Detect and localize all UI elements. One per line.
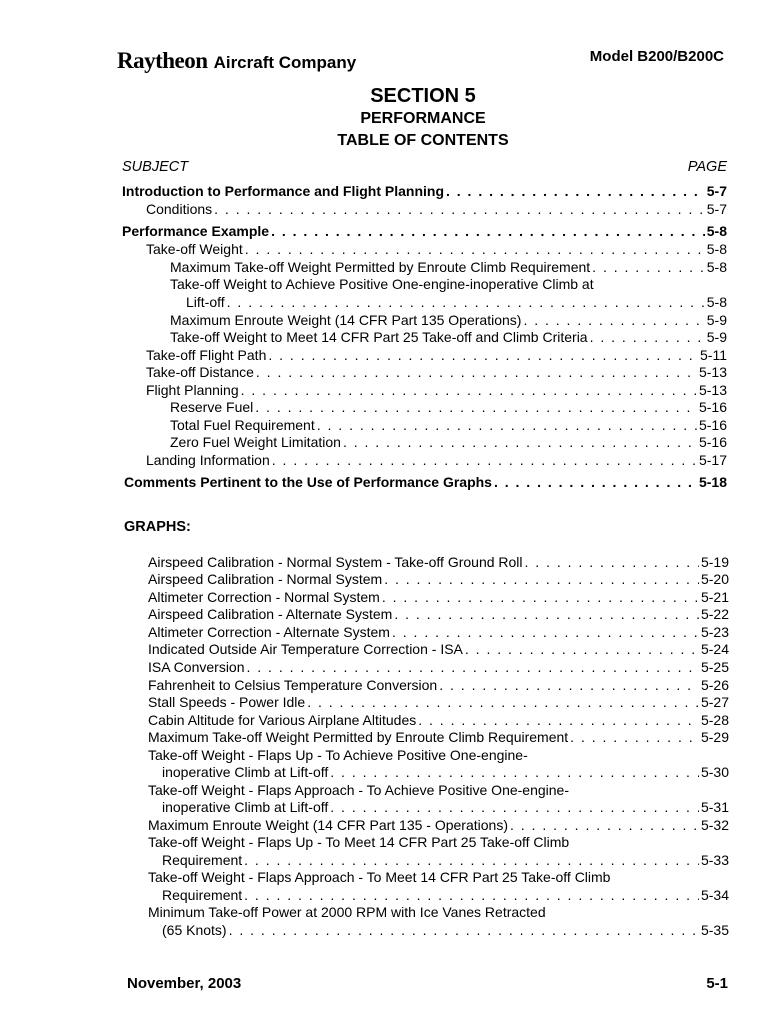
graph-label: Requirement [162, 887, 243, 903]
graph-entry[interactable] [148, 606, 729, 623]
graph-page: 5-22 [700, 606, 729, 622]
graph-page: 5-21 [700, 589, 729, 605]
graph-page: 5-24 [700, 641, 729, 657]
page-footer [127, 975, 728, 992]
graph-entry[interactable] [148, 571, 729, 588]
graph-entry[interactable] [148, 554, 729, 571]
toc-entry[interactable] [122, 223, 727, 240]
toc-page: 5-8 [706, 294, 727, 310]
toc-label: Take-off Weight to Meet 14 CFR Part 25 Take-off and Climb Criteria [170, 329, 588, 345]
dot-leader [227, 294, 705, 311]
graph-label-line: Take-off Weight - Flaps Approach - To Meet 14 CFR Part 25 Take-off Climb [148, 869, 611, 885]
toc-entry[interactable] [146, 452, 727, 469]
dot-leader [439, 677, 699, 694]
dot-leader [214, 201, 705, 218]
column-headers [122, 159, 727, 175]
dot-leader [418, 712, 699, 729]
dot-leader [392, 624, 699, 641]
toc-page: 5-16 [698, 417, 727, 433]
toc-page: 5-7 [706, 201, 727, 217]
dot-leader [330, 764, 699, 781]
dot-leader [272, 452, 697, 469]
graph-label: Altimeter Correction - Alternate System [148, 624, 390, 640]
toc-page: 5-16 [698, 399, 727, 415]
dot-leader [592, 259, 705, 276]
toc-page: 5-18 [698, 474, 727, 490]
toc-entry[interactable] [170, 417, 727, 434]
dot-leader [446, 183, 705, 200]
section-title: SECTION 5 [370, 85, 476, 107]
graph-label-line: Take-off Weight - Flaps Up - To Meet 14 CFR Part 25 Take-off Climb [148, 834, 570, 850]
dot-leader [255, 399, 697, 416]
graph-entry[interactable] [148, 589, 729, 606]
toc-page: 5-13 [698, 364, 727, 380]
graph-label: Airspeed Calibration - Normal System - Take-off Ground Roll [148, 554, 523, 570]
toc-label: Lift-off [186, 294, 225, 310]
toc-entry[interactable] [146, 201, 727, 218]
brand-logo [117, 48, 356, 74]
graph-label: Maximum Take-off Weight Permitted by Enroute Climb Requirement [148, 729, 569, 745]
toc-entry[interactable] [146, 241, 727, 258]
dot-leader [525, 554, 699, 571]
graph-entry[interactable] [148, 624, 729, 641]
toc-label: Maximum Take-off Weight Permitted by Enroute Climb Requirement [170, 259, 591, 275]
toc-entry[interactable] [170, 399, 727, 416]
graph-page: 5-33 [700, 852, 729, 868]
brand-name: Raytheon [117, 48, 208, 73]
toc-entry[interactable] [146, 364, 727, 381]
graph-page: 5-31 [700, 799, 729, 815]
dot-leader [330, 799, 699, 816]
toc-entry[interactable] [122, 183, 727, 200]
graph-entry[interactable] [148, 694, 729, 711]
graph-entry[interactable] [162, 852, 729, 869]
graph-page: 5-28 [700, 712, 729, 728]
toc-label: Take-off Flight Path [146, 347, 267, 363]
graph-page: 5-26 [700, 677, 729, 693]
dot-leader [241, 382, 697, 399]
toc-page: 5-9 [706, 329, 727, 345]
graph-page: 5-34 [700, 887, 729, 903]
title-block [0, 84, 768, 152]
toc-entry[interactable] [170, 312, 727, 329]
graph-label-line: Take-off Weight - Flaps Up - To Achieve Positive One-engine- [148, 747, 528, 763]
dot-leader [384, 571, 699, 588]
graph-label: inoperative Climb at Lift-off [162, 799, 329, 815]
dot-leader [268, 347, 698, 364]
dot-leader [245, 241, 705, 258]
graph-label: ISA Conversion [148, 659, 245, 675]
footer-page-number: 5-1 [706, 975, 728, 992]
toc-label: Maximum Enroute Weight (14 CFR Part 135 Operations) [170, 312, 522, 328]
toc-page: 5-11 [700, 347, 727, 363]
dot-leader [394, 606, 699, 623]
graph-label: Requirement [162, 852, 243, 868]
dot-leader [271, 223, 705, 240]
dot-leader [317, 417, 697, 434]
dot-leader [590, 329, 705, 346]
dot-leader [465, 641, 699, 658]
toc-label: Take-off Weight [146, 241, 243, 257]
graph-entry[interactable] [162, 799, 729, 816]
graph-page: 5-23 [700, 624, 729, 640]
page-header-label: PAGE [687, 159, 727, 175]
graph-page: 5-35 [700, 922, 729, 938]
graph-page: 5-32 [700, 817, 729, 833]
graph-page: 5-30 [700, 764, 729, 780]
graph-entry[interactable] [162, 764, 729, 781]
graph-entry[interactable] [148, 677, 729, 694]
toc-label: Landing Information [146, 452, 270, 468]
graph-label: Fahrenheit to Celsius Temperature Conversion [148, 677, 438, 693]
graph-entry[interactable] [162, 887, 729, 904]
graph-label: inoperative Climb at Lift-off [162, 764, 329, 780]
toc-label: Introduction to Performance and Flight Planning [122, 183, 444, 199]
graph-page: 5-19 [700, 554, 729, 570]
dot-leader [523, 312, 704, 329]
toc-label: Performance Example [122, 223, 270, 239]
dot-leader [247, 659, 699, 676]
graph-label: Cabin Altitude for Various Airplane Altitudes [148, 712, 417, 728]
toc-entry[interactable] [170, 329, 727, 346]
toc-page: 5-8 [706, 259, 727, 275]
toc-page: 5-8 [706, 241, 727, 257]
graph-label: Maximum Enroute Weight (14 CFR Part 135 - Operations) [148, 817, 508, 833]
toc-entry[interactable] [170, 259, 727, 276]
dot-leader [244, 852, 699, 869]
dot-leader [343, 434, 697, 451]
graph-label: Airspeed Calibration - Normal System [148, 571, 383, 587]
graph-label-line: Take-off Weight - Flaps Approach - To Achieve Positive One-engine- [148, 782, 570, 798]
dot-leader [510, 817, 699, 834]
subject-header: SUBJECT [122, 159, 189, 175]
toc-label: Reserve Fuel [170, 399, 254, 415]
graph-label: Indicated Outside Air Temperature Correction - ISA [148, 641, 463, 657]
toc-title: TABLE OF CONTENTS [337, 132, 509, 149]
dot-leader [256, 364, 697, 381]
graph-entry[interactable] [148, 659, 729, 676]
dot-leader [382, 589, 699, 606]
toc-entry[interactable] [170, 434, 727, 451]
brand-subtitle: Aircraft Company [213, 53, 357, 72]
toc-page: 5-9 [706, 312, 727, 328]
toc-entry[interactable] [146, 347, 727, 364]
toc-entry[interactable] [186, 294, 727, 311]
graph-page: 5-25 [700, 659, 729, 675]
graph-entry[interactable] [148, 817, 729, 834]
toc-page: 5-13 [698, 382, 727, 398]
toc-entry[interactable] [146, 382, 727, 399]
graph-page: 5-29 [700, 729, 729, 745]
graph-entry[interactable] [148, 641, 729, 658]
toc-label-line: Take-off Weight to Achieve Positive One-engine-inoperative Climb at [170, 276, 594, 292]
graph-label: (65 Knots) [162, 922, 227, 938]
dot-leader [244, 887, 699, 904]
dot-leader [494, 474, 697, 491]
dot-leader [307, 694, 699, 711]
dot-leader [570, 729, 699, 746]
section-subtitle: PERFORMANCE [360, 110, 486, 127]
footer-date: November, 2003 [127, 975, 242, 992]
graph-entry[interactable] [148, 712, 729, 729]
graph-label-line: Minimum Take-off Power at 2000 RPM with Ice Vanes Retracted [148, 904, 546, 920]
graph-entry[interactable] [162, 922, 729, 939]
toc-label: Flight Planning [146, 382, 239, 398]
graph-label: Altimeter Correction - Normal System [148, 589, 380, 605]
graphs-heading: GRAPHS: [124, 519, 191, 535]
toc-label: Take-off Distance [146, 364, 254, 380]
toc-label: Zero Fuel Weight Limitation [170, 434, 341, 450]
dot-leader [229, 922, 699, 939]
toc-page: 5-8 [706, 223, 727, 239]
toc-label: Conditions [146, 201, 213, 217]
toc-page: 5-16 [698, 434, 727, 450]
model-label: Model B200/B200C [589, 48, 724, 65]
graph-page: 5-27 [700, 694, 729, 710]
toc-label: Total Fuel Requirement [170, 417, 315, 433]
graph-label: Stall Speeds - Power Idle [148, 694, 306, 710]
page-header [117, 44, 724, 74]
toc-page: 5-7 [706, 183, 727, 199]
graph-label: Airspeed Calibration - Alternate System [148, 606, 393, 622]
toc-entry[interactable] [124, 474, 727, 491]
toc-page: 5-17 [698, 452, 727, 468]
graph-entry[interactable] [148, 729, 729, 746]
graph-page: 5-20 [700, 571, 729, 587]
toc-label: Comments Pertinent to the Use of Performance Graphs [124, 474, 492, 490]
